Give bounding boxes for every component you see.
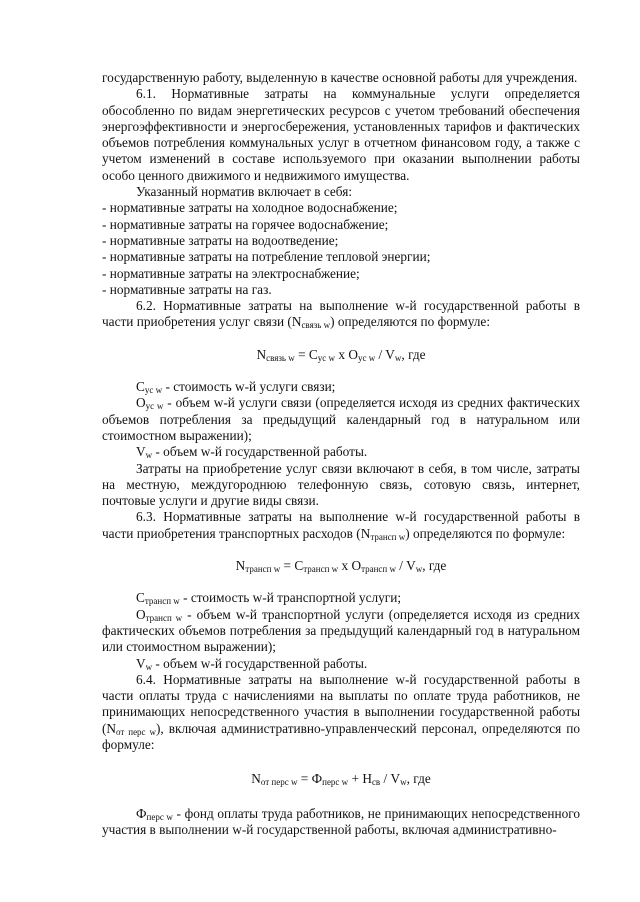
paragraph-6-2: 6.2. Нормативные затраты на выполнение w-й государственной работы в части приобретения услуг связи $(N_{связь w})$ определяются по формуле: <box>102 298 580 331</box>
formula-transport: $N_{трансп w} = C_{трансп w}$ x $O_{трансп w} / V_w$, где <box>235 558 447 575</box>
paragraph-svyaz-costs: Затраты на приобретение услуг связи включают в себя, в том числе, затраты на местную, междугороднюю телефонную связь, сотовую связь, интернет, почтовые услуги и другие виды связи. <box>102 460 580 509</box>
formula-personnel: $N_{от перс w} = Ф_{перс w} + Н_{св} / V_w$, где <box>251 771 431 788</box>
paragraph-6-1: 6.1. Нормативные затраты на коммунальные услуги определяется обособленно по видам энергетических ресурсов с учетом требований обеспечения энергоэффективности и энергосбережения, установленных тарифов и фактических объемов потребления коммунальных услуг в отчетном финансовом году, а также с учетом изменений в составе используемого при оказании выполнении работы особо ценного движимого и недвижимого имущества. <box>102 86 580 183</box>
definition-item: $Ф_{перс w}$ - фонд оплаты труда работников, не принимающих непосредственного участия в выполнении w-й государственной работы, включая административно- <box>102 805 580 837</box>
paragraph-6-4: 6.4. Нормативные затраты на выполнение w-й государственной работы в части оплаты труда с начислениями на выплаты по оплате труда работников, не принимающих непосредственного участия в выполнении государственной работы $(N_{от перс w})$, включая административно-управленческий персонал, определяются по формуле: <box>102 671 580 752</box>
formula-svyaz: $N_{связь w} = C_{ус w}$ x $O_{ус w} / V_w$, где <box>256 346 426 363</box>
list-item: - нормативные затраты на горячее водоснабжение; <box>102 216 389 232</box>
definition-item: $O_{трансп w}$ - объем w-й транспортной услуги (определяется исходя из средних фактических объемов потребления за предыдущий календарный год в натуральном или стоимостном выражении); <box>102 606 580 655</box>
definition-item: $C_{трансп w}$ - стоимость w-й транспортной услуги; <box>136 590 402 607</box>
paragraph-intro: государственную работу, выделенную в качестве основной работы для учреждения. <box>102 70 578 85</box>
list-item: - нормативные затраты на холодное водоснабжение; <box>102 200 398 216</box>
definition-item: $O_{ус w}$ - объем w-й услуги связи (определяется исходя из средних фактических объемов потребления за предыдущий календарный год в натуральном или стоимостном выражении); <box>102 395 580 443</box>
norm-intro: Указанный норматив включает в себя: <box>136 184 353 200</box>
document-page <box>102 70 580 838</box>
paragraph-6-3: 6.3. Нормативные затраты на выполнение w-й государственной работы в части приобретения транспортных расходов $(N_{трансп w})$ определяются по формуле: <box>102 509 580 542</box>
definition-item: $V_w$ - объем w-й государственной работы. <box>136 655 368 672</box>
list-item: - нормативные затраты на потребление тепловой энергии; <box>102 249 431 265</box>
list-item: - нормативные затраты на водоотведение; <box>102 232 339 248</box>
definition-item: $V_w$ - объем w-й государственной работы. <box>136 444 368 461</box>
list-item: - нормативные затраты на электроснабжение; <box>102 265 360 281</box>
list-item: - нормативные затраты на газ. <box>102 281 272 297</box>
norm-list <box>102 200 580 298</box>
definition-item: $C_{ус w}$ - стоимость w-й услуги связи; <box>136 379 336 396</box>
